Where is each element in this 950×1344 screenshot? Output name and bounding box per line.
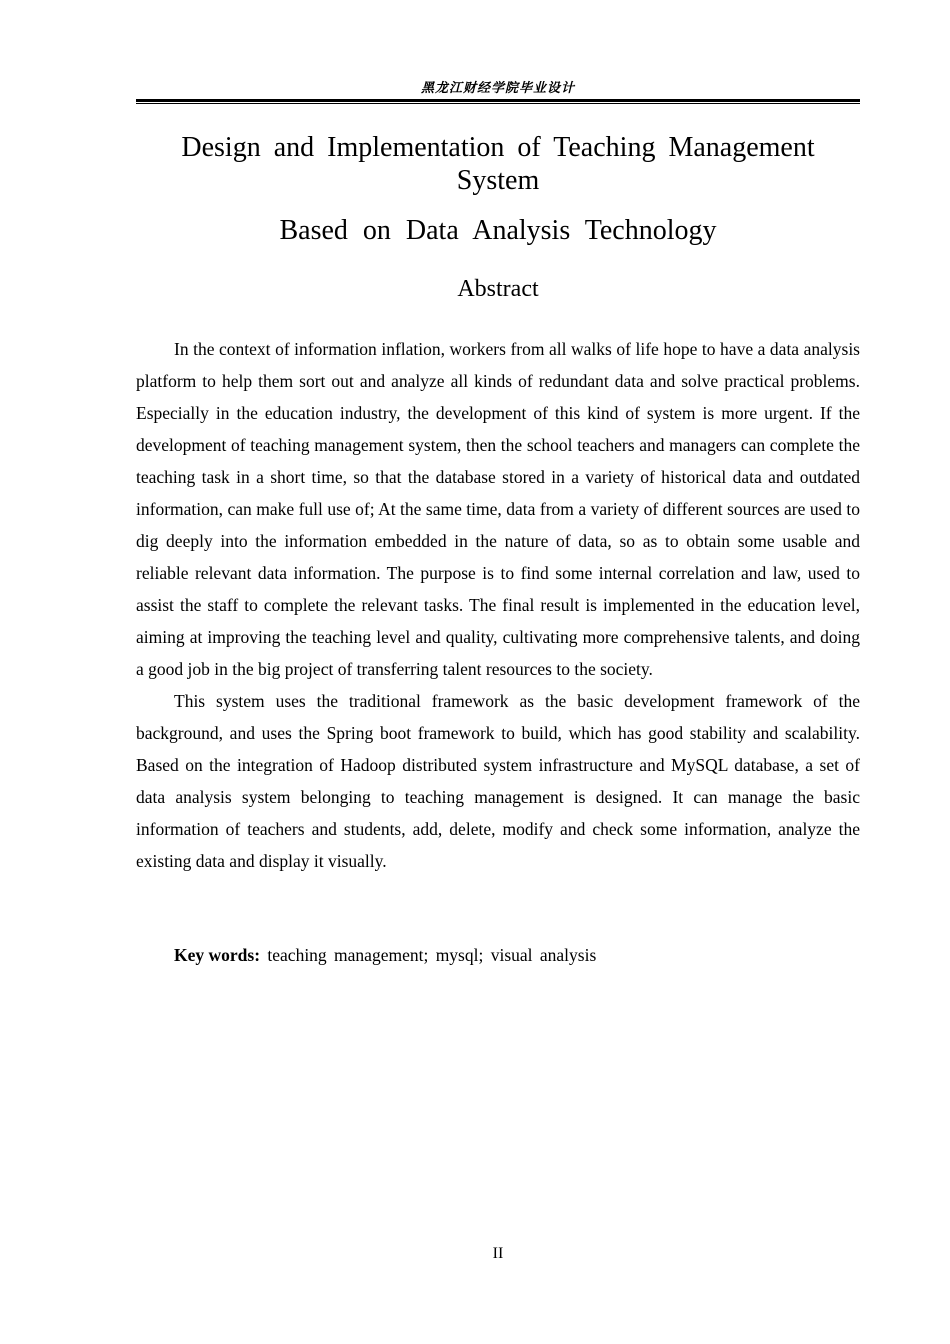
running-header: 黑龙江财经学院毕业设计 <box>420 81 575 96</box>
abstract-paragraph-2: This system uses the traditional framework as the basic development framework of the background, and uses the Spring boot framework to build, which has good stability and scalability. Based on the integration of Hadoop distributed system infrastructure and MySQL database, a set of data analysis system belonging to teaching management is designed. It can manage the basic information of teachers and students, add, delete, modify and check some information, analyze the existing data and display it visually. <box>136 691 860 871</box>
header-rule <box>136 99 860 105</box>
header-rule-thick <box>136 99 860 102</box>
page-number: II <box>492 1245 504 1262</box>
keywords-label: Key words: <box>174 945 261 965</box>
keywords-value: teaching management; mysql; visual analysis <box>267 945 597 965</box>
abstract-heading: Abstract <box>457 276 539 302</box>
paper-subtitle: Based on Data Analysis Technology <box>279 215 717 246</box>
keywords-line <box>174 939 860 971</box>
abstract-body <box>136 333 860 877</box>
paper-title: Design and Implementation of Teaching Management System <box>181 132 815 196</box>
header-rule-thin <box>136 103 860 104</box>
abstract-paragraph-1: In the context of information inflation, workers from all walks of life hope to have a data analysis platform to help them sort out and analyze all kinds of redundant data and solve practical problems. Especially in the education industry, the development of this kind of system is more urgent. If the development of teaching management system, then the school teachers and managers can complete the teaching task in a short time, so that the database stored in a variety of historical data and outdated information, can make full use of; At the same time, data from a variety of different sources are used to dig deeply into the information embedded in the nature of data, so as to obtain some usable and reliable relevant data information. The purpose is to find some internal correlation and law, used to assist the staff to complete the relevant tasks. The final result is implemented in the education level, aiming at improving the teaching level and quality, cultivating more comprehensive talents, and doing a good job in the big project of transferring talent resources to the society. <box>136 339 860 679</box>
